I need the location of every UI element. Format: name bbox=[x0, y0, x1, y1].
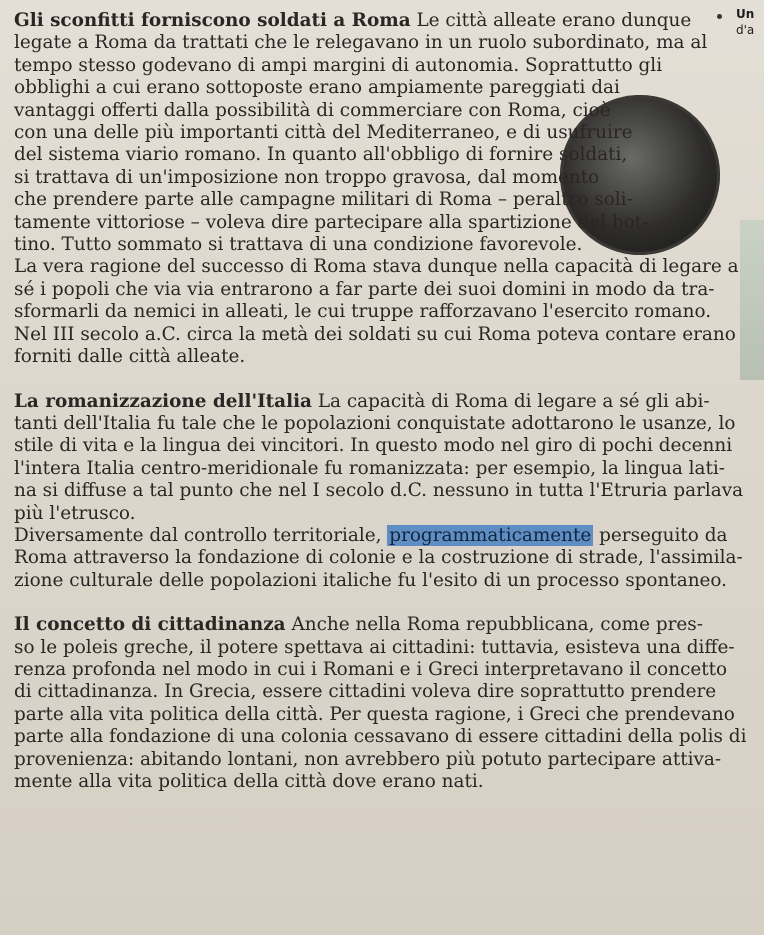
text-line: tanti dell'Italia fu tale che le popolazioni conquistate adottarono le usanze, lo bbox=[14, 412, 736, 434]
text-line: parte alla vita politica della città. Per questa ragione, i Greci che prendevano bbox=[14, 703, 735, 725]
text-line: sformarli da nemici in alleati, le cui truppe rafforzavano l'esercito romano. bbox=[14, 301, 712, 323]
margin-illustration bbox=[740, 220, 764, 380]
text-line: Roma attraverso la fondazione di colonie e la costruzione di strade, l'assimila- bbox=[14, 547, 743, 569]
section-soldati bbox=[14, 10, 739, 369]
section-heading: Il concetto di cittadinanza bbox=[14, 614, 286, 636]
text-line: parte alla fondazione di una colonia cessavano di essere cittadini della polis di bbox=[14, 726, 747, 748]
text-line: Diversamente dal controllo territoriale, bbox=[14, 524, 388, 546]
main-text bbox=[14, 10, 747, 793]
text-line: Nel III secolo a.C. circa la metà dei soldati su cui Roma poteva contare erano bbox=[14, 323, 736, 345]
text-line: l'intera Italia centro-meridionale fu romanizzata: per esempio, la lingua lati- bbox=[14, 457, 726, 479]
text-line: mente alla vita politica della città dove erano nati. bbox=[14, 771, 484, 792]
text-line: zione culturale delle popolazioni italiche fu l'esito di un processo spontaneo. bbox=[14, 569, 728, 591]
text-line: perseguito da bbox=[593, 524, 728, 546]
text-line: tempo stesso godevano di ampi margini di autonomia. Soprattutto gli bbox=[14, 54, 663, 76]
text-line: vantaggi offerti dalla possibilità di commerciare con Roma, cioè bbox=[14, 99, 611, 121]
text-line: tino. Tutto sommato si trattava di una condizione favorevole. bbox=[14, 234, 583, 256]
margin-note-line-1: Un bbox=[736, 7, 755, 21]
margin-note-line-2: d'a bbox=[736, 23, 755, 37]
text-line: del sistema viario romano. In quanto all'obbligo di fornire soldati, bbox=[14, 144, 628, 166]
text-line: di cittadinanza. In Grecia, essere cittadini voleva dire soprattutto prendere bbox=[14, 681, 717, 703]
text-line: si trattava di un'imposizione non troppo gravosa, dal momento bbox=[14, 166, 600, 188]
section-romanizzazione bbox=[14, 390, 744, 593]
section-heading: La romanizzazione dell'Italia bbox=[14, 390, 312, 412]
text-line: La capacità di Roma di legare a sé gli abi- bbox=[311, 390, 710, 412]
section-heading: Gli sconfitti forniscono soldati a Roma bbox=[14, 10, 411, 31]
text-line: che prendere parte alle campagne militari di Roma – peraltro soli- bbox=[14, 189, 633, 211]
text-line: obblighi a cui erano sottoposte erano ampiamente pareggiati dai bbox=[14, 77, 620, 99]
text-line: Le città alleate erano dunque bbox=[410, 10, 692, 31]
text-line: più l'etrusco. bbox=[14, 502, 136, 524]
text-line: tamente vittoriose – voleva dire partecipare alla spartizione del bot- bbox=[14, 211, 649, 233]
highlighted-word: programmaticamente bbox=[389, 524, 592, 546]
text-line: legate a Roma da trattati che le relegavano in un ruolo subordinato, ma al bbox=[14, 32, 708, 54]
text-line: renza profonda nel modo in cui i Romani e i Greci interpretavano il concetto bbox=[14, 658, 728, 680]
text-line: Anche nella Roma repubblicana, come pres- bbox=[285, 614, 703, 636]
text-line: con una delle più importanti città del Mediterraneo, e di usufruire bbox=[14, 122, 633, 144]
text-line: na si diffuse a tal punto che nel I secolo d.C. nessuno in tutta l'Etruria parlava bbox=[14, 480, 744, 502]
text-line: La vera ragione del successo di Roma stava dunque nella capacità di legare a bbox=[14, 256, 739, 278]
text-line: stile di vita e la lingua dei vincitori. In questo modo nel giro di pochi decenni bbox=[14, 435, 733, 457]
text-line: sé i popoli che via via entrarono a far parte dei suoi domini in modo da tra- bbox=[14, 278, 715, 300]
text-line: forniti dalle città alleate. bbox=[14, 346, 246, 368]
section-cittadinanza bbox=[14, 614, 747, 793]
text-line: so le poleis greche, il potere spettava ai cittadini: tuttavia, esisteva una diffe- bbox=[14, 636, 735, 658]
text-line: provenienza: abitando lontani, non avrebbero più potuto partecipare attiva- bbox=[14, 748, 722, 770]
